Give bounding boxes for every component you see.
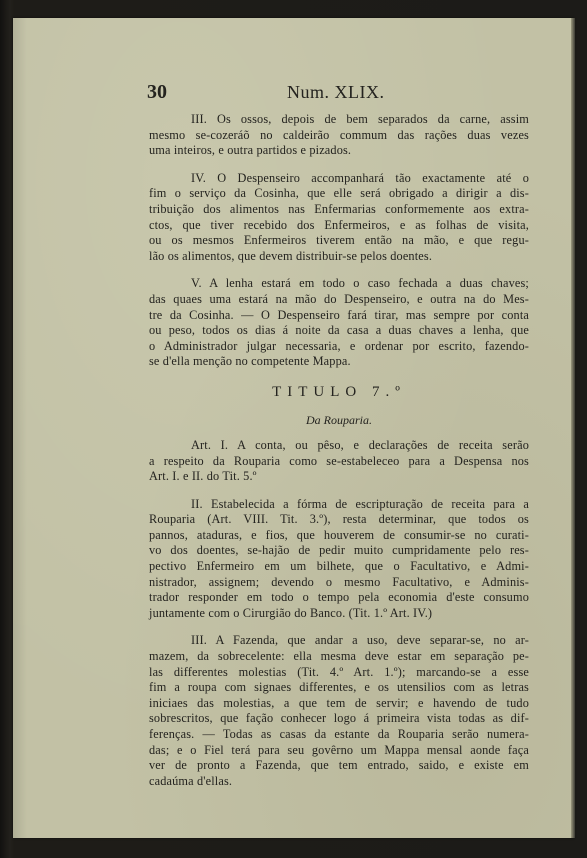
text-line: ou os mesmos Enfermeiros tiverem então na mão, e que regu-	[149, 233, 529, 248]
section-title: TITULO 7.º	[272, 383, 406, 400]
text-line: pectivo Enfermeiro em um bilhete, que o Facultativo, e Admi-	[149, 559, 529, 574]
text-line: trador responder em todo o tempo pela economia d'este consumo	[149, 590, 529, 605]
text-line: das quaes uma estará na mão do Despenseiro, e outra na do Mes-	[149, 291, 529, 306]
text-line: nistrador, assignem; devendo o mesmo Facultativo, e Adminis-	[149, 574, 529, 589]
text-line: iniciaes das molestias, a que tem de servir; e havendo de tudo	[149, 695, 529, 710]
text-line: sobrescritos, que fação conhecer logo á primeira vista todas as dif-	[149, 711, 529, 726]
text-line: vo dos doentes, se-hajão de pedir muito cumpridamente pelo res-	[149, 543, 529, 558]
paragraph-iii-fazenda	[149, 633, 529, 789]
text-line: IV. O Despenseiro accompanhará tão exactamente até o	[191, 170, 529, 185]
text-line: lão os alimentos, que devem distribuir-se pelos doentes.	[149, 248, 433, 263]
paragraph-ii-escripturacao	[149, 497, 529, 622]
text-line: Rouparia (Art. VIII. Tit. 3.º), resta determinar, que todos os	[149, 512, 529, 527]
text-line: das; e o Fiel terá para seu govêrno um Mappa mensal aonde faça	[149, 742, 529, 757]
text-line: ferenças. — Todas as casas da estante da Rouparia serão numera-	[149, 727, 529, 741]
page-edge-shadow	[571, 18, 575, 838]
text-line: Art. I. e II. do Tit. 5.º	[149, 469, 257, 484]
text-line: Art. I. A conta, ou pêso, e declarações de receita serão	[191, 437, 529, 452]
paragraph-iv-despenseiro	[149, 171, 529, 265]
section-subtitle: Da Rouparia.	[306, 412, 372, 427]
text-line: fim o serviço da Cosinha, que elle será obrigado a dirigir a dis-	[149, 186, 529, 201]
paragraph-iii-ossos	[149, 112, 529, 159]
text-line: a respeito da Rouparia como se-estabeleceo para a Despensa nos	[149, 453, 529, 468]
text-line: tre da Cosinha. — O Despenseiro fará tirar, mas sempre por conta	[149, 307, 529, 322]
text-line: mazem, da sobrecelente: ella mesma deve estar em separação pe-	[149, 649, 529, 664]
text-line: mesmo se-cozeráõ no caldeirão commum das rações duas vezes	[149, 127, 529, 142]
text-line: uma inteiros, e outra partidos e pizados.	[149, 143, 352, 158]
text-line: V. A lenha estará em todo o caso fechada a duas chaves;	[191, 276, 529, 291]
page-text-block	[149, 81, 529, 789]
page-number: 30	[147, 81, 167, 103]
text-line: las differentes molestias (Tit. 4.º Art. 1.º); marcando-se a esse	[149, 664, 529, 679]
text-line: fim a roupa com signaes differentes, e os utensilios com as letras	[149, 680, 529, 695]
text-line: III. A Fazenda, que andar a uso, deve separar-se, no ar-	[191, 633, 529, 648]
paragraph-art-i-conta	[149, 438, 529, 485]
text-line: tribuição dos alimentos nas Enfermarias conformemente aos extra-	[149, 201, 529, 216]
text-line: III. Os ossos, depois de bem separados da carne, assim	[191, 112, 529, 126]
text-line: II. Estabelecida a fórma de escripturação de receita para a	[191, 496, 529, 511]
text-line: ctos, que tiver recebido dos Enfermeiros, e as folhas de visita,	[149, 217, 529, 232]
text-line: ver de pronto a Fazenda, que tem entrado, saido, e existe em	[149, 758, 529, 773]
text-line: o Administrador julgar necessaria, e ordenar por escrito, fazendo-	[149, 338, 529, 353]
text-line: pannos, ataduras, e fios, que houverem de consumir-se no curati-	[149, 527, 529, 542]
running-title: Num. XLIX.	[287, 82, 385, 102]
text-line: ou peso, todos os dias á noite da casa a duas chaves a lenha, que	[149, 323, 529, 338]
paragraph-v-lenha	[149, 276, 529, 370]
text-line: cadaúma d'ellas.	[149, 773, 233, 788]
text-line: se d'ella menção no competente Mappa.	[149, 354, 351, 369]
text-line: juntamente com o Cirurgião do Banco. (Tit. 1.º Art. IV.)	[149, 605, 433, 620]
page-header	[147, 81, 527, 105]
